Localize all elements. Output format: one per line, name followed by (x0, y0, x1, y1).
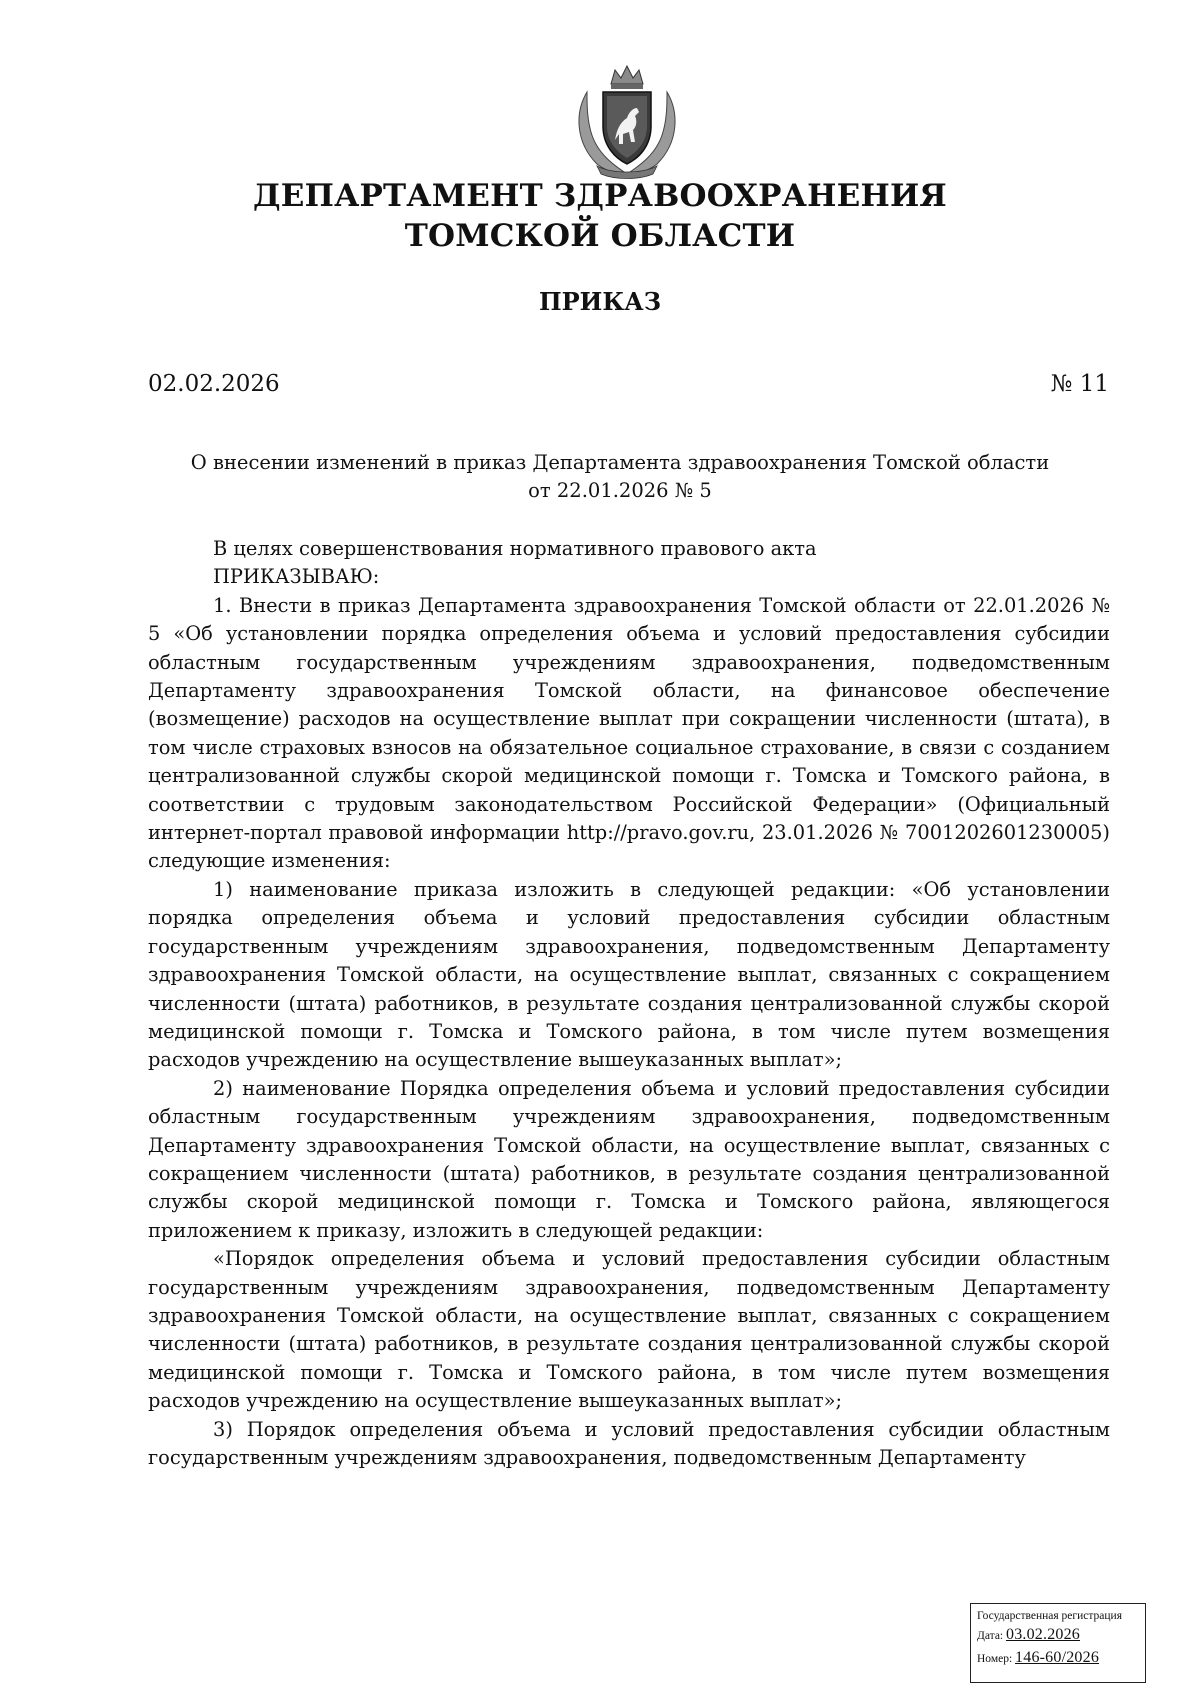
registration-date-value: 03.02.2026 (1006, 1626, 1080, 1643)
document-number: № 11 (1050, 371, 1109, 397)
subject-line1: О внесении изменений в приказ Департамента здравоохранения Томской области (190, 451, 1050, 474)
subject-line2: от 22.01.2026 № 5 (528, 479, 712, 502)
organization-name-line2: ТОМСКОЙ ОБЛАСТИ (404, 218, 796, 254)
body-paragraph-2: 1) наименование приказа изложить в следующей редакции: «Об установлении порядка определения объема и условий предоставления субсидии областным государственным учреждениям здравоохранения, подведомственным Департаменту здравоохранения Томской области, на осуществление выплат, связанных с сокращением численности (штата) работников, в результате создания централизованной службы скорой медицинской помощи г. Томска и Томского района, в том числе путем возмещения расходов учреждению на осуществление вышеуказанных выплат»; (148, 877, 1110, 1072)
document-date: 02.02.2026 (148, 371, 280, 397)
document-subject (170, 449, 1070, 505)
registration-stamp (970, 1603, 1146, 1683)
organization-name-line1: ДЕПАРТАМЕНТ ЗДРАВООХРАНЕНИЯ (253, 178, 947, 214)
coat-of-arms-icon (567, 62, 687, 180)
order-keyword: ПРИКАЗЫВАЮ: (213, 565, 380, 589)
preamble-paragraph: В целях совершенствования нормативного правового акта (213, 537, 817, 560)
body-paragraph-1: 1. Внести в приказ Департамента здравоохранения Томской области от 22.01.2026 № 5 «Об установлении порядка определения объема и условий предоставления субсидии областным государственным учреждениям здравоохранения, подведомственным Департаменту здравоохранения Томской области, на финансовое обеспечение (возмещение) расходов на осуществление выплат при сокращении численности (штата), в том числе страховых взносов на обязательное социальное страхование, в связи с созданием централизованной службы скорой медицинской помощи г. Томска и Томского района, в соответствии с трудовым законодательством Российской Федерации» (Официальный интернет-портал правовой информации http://pravo.gov.ru, 23.01.2026 № 7001202601230005) следующие изменения: (148, 593, 1110, 873)
body-paragraph-5: 3) Порядок определения объема и условий предоставления субсидии областным государственным учреждениям здравоохранения, подведомственным Департаменту (148, 1417, 1110, 1469)
document-type: ПРИКАЗ (538, 287, 662, 316)
registration-date-label: Дата: (977, 1630, 1004, 1642)
document-body (148, 535, 1110, 1472)
registration-number-label: Номер: (977, 1653, 1013, 1665)
organization-name (0, 176, 1200, 256)
registration-number-row (977, 1647, 1139, 1670)
body-paragraph-3: 2) наименование Порядка определения объема и условий предоставления субсидии областным государственным учреждениям здравоохранения, подведомственным Департаменту здравоохранения Томской области, на осуществление выплат, связанных с сокращением численности (штата) работников, в результате создания централизованной службы скорой медицинской помощи г. Томска и Томского района, являющегося приложением к приказу, изложить в следующей редакции: (148, 1076, 1110, 1242)
registration-title: Государственная регистрация (977, 1610, 1122, 1622)
registration-number-value: 146-60/2026 (1015, 1649, 1100, 1666)
body-paragraph-4: «Порядок определения объема и условий предоставления субсидии областным государственным учреждениям здравоохранения, подведомственным Департаменту здравоохранения Томской области, на осуществление выплат, связанных с сокращением численности (штата) работников, в результате создания централизованной службы скорой медицинской помощи г. Томска и Томского района, в том числе путем возмещения расходов учреждению на осуществление вышеуказанных выплат»; (148, 1247, 1110, 1413)
registration-date-row (977, 1624, 1139, 1647)
